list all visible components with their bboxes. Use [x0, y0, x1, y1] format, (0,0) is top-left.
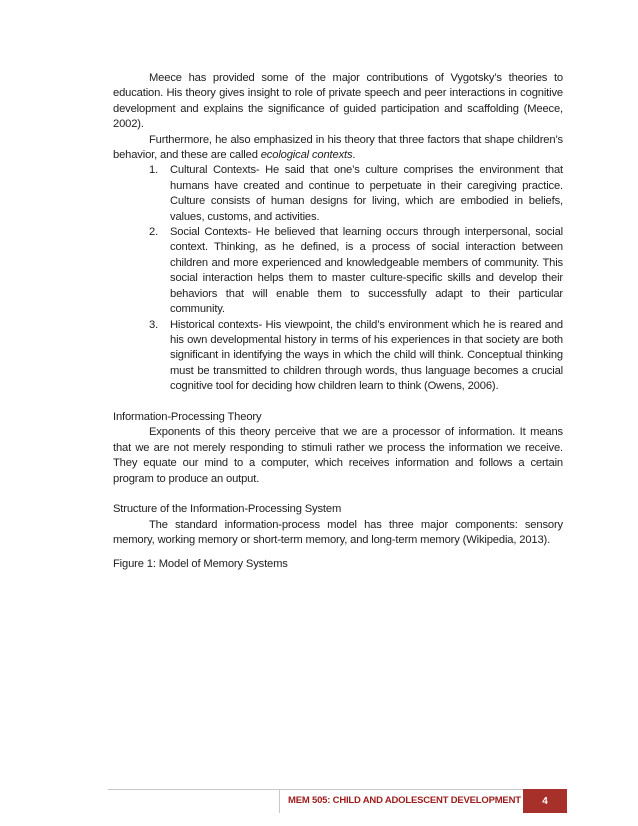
list-item-social-contexts	[113, 225, 563, 317]
paragraph-structure-of-system: The standard information-process model has three major components: sensory memory, working memory or short-term memory, and long-term memory (Wikipedia, 2013).	[113, 518, 563, 547]
heading-information-processing-theory: Information-Processing Theory	[113, 410, 262, 423]
list-item-historical-contexts	[113, 318, 563, 395]
paragraph-information-processing: Exponents of this theory perceive that we are a processor of information. It means that we are not merely responding to stimuli rather we process the information we receive. They equate our mind to a computer, which receives information and follows a certain program to produce an output.	[113, 426, 563, 485]
figure-caption: Figure 1: Model of Memory Systems	[113, 557, 288, 570]
ecological-contexts-emphasis: ecological contexts	[260, 149, 353, 162]
list-item-text: Cultural Contexts- He said that one’s culture comprises the environment that humans have created and continue to perpetuate in their caregiving practice. Culture consists of human designs for living, which are embodied in beliefs, values, customs, and activities.	[170, 164, 563, 223]
page-body	[113, 71, 563, 572]
list-number: 3.	[149, 318, 159, 331]
paragraph-vygotsky-contributions: Meece has provided some of the major contributions of Vygotsky’s theories to education. His theory gives insight to role of private speech and peer interactions in cognitive development and explains the significance of guided participation and scaffolding (Meece, 2002).	[113, 72, 563, 131]
list-item-text: Social Contexts- He believed that learning occurs through interpersonal, social context. Thinking, as he defined, is a process of social interaction between children and more experienced and knowledgeable members of community. This social interaction helps them to master culture-specific skills and develop their behaviors that will enable them to successfully adapt to their particular community.	[170, 226, 563, 316]
list-number: 1.	[149, 164, 159, 177]
paragraph-ecological-contexts-intro	[113, 133, 563, 164]
page-number-badge	[523, 789, 567, 813]
list-number: 2.	[149, 226, 159, 239]
footer-course-title: MEM 505: CHILD AND ADOLESCENT DEVELOPMENT	[288, 795, 521, 806]
ecological-contexts-list	[113, 163, 563, 394]
intro-text-start: Furthermore, he also emphasized in his theory that three factors that shape children’s behavior, and these are called	[113, 133, 563, 162]
heading-structure-of-system: Structure of the Information-Processing System	[113, 503, 342, 516]
list-item-text: Historical contexts- His viewpoint, the child’s environment which he is reared and his own developmental history in terms of his experiences in that society are both significant in identifying the ways in which the child will think. Conceptual thinking must be transmitted to children through words, thus language becomes a crucial cognitive tool for deciding how children learn to think (Owens, 2006).	[170, 318, 563, 393]
intro-text-end: .	[352, 149, 356, 162]
page-number: 4	[542, 795, 548, 807]
list-item-cultural-contexts	[113, 163, 563, 225]
